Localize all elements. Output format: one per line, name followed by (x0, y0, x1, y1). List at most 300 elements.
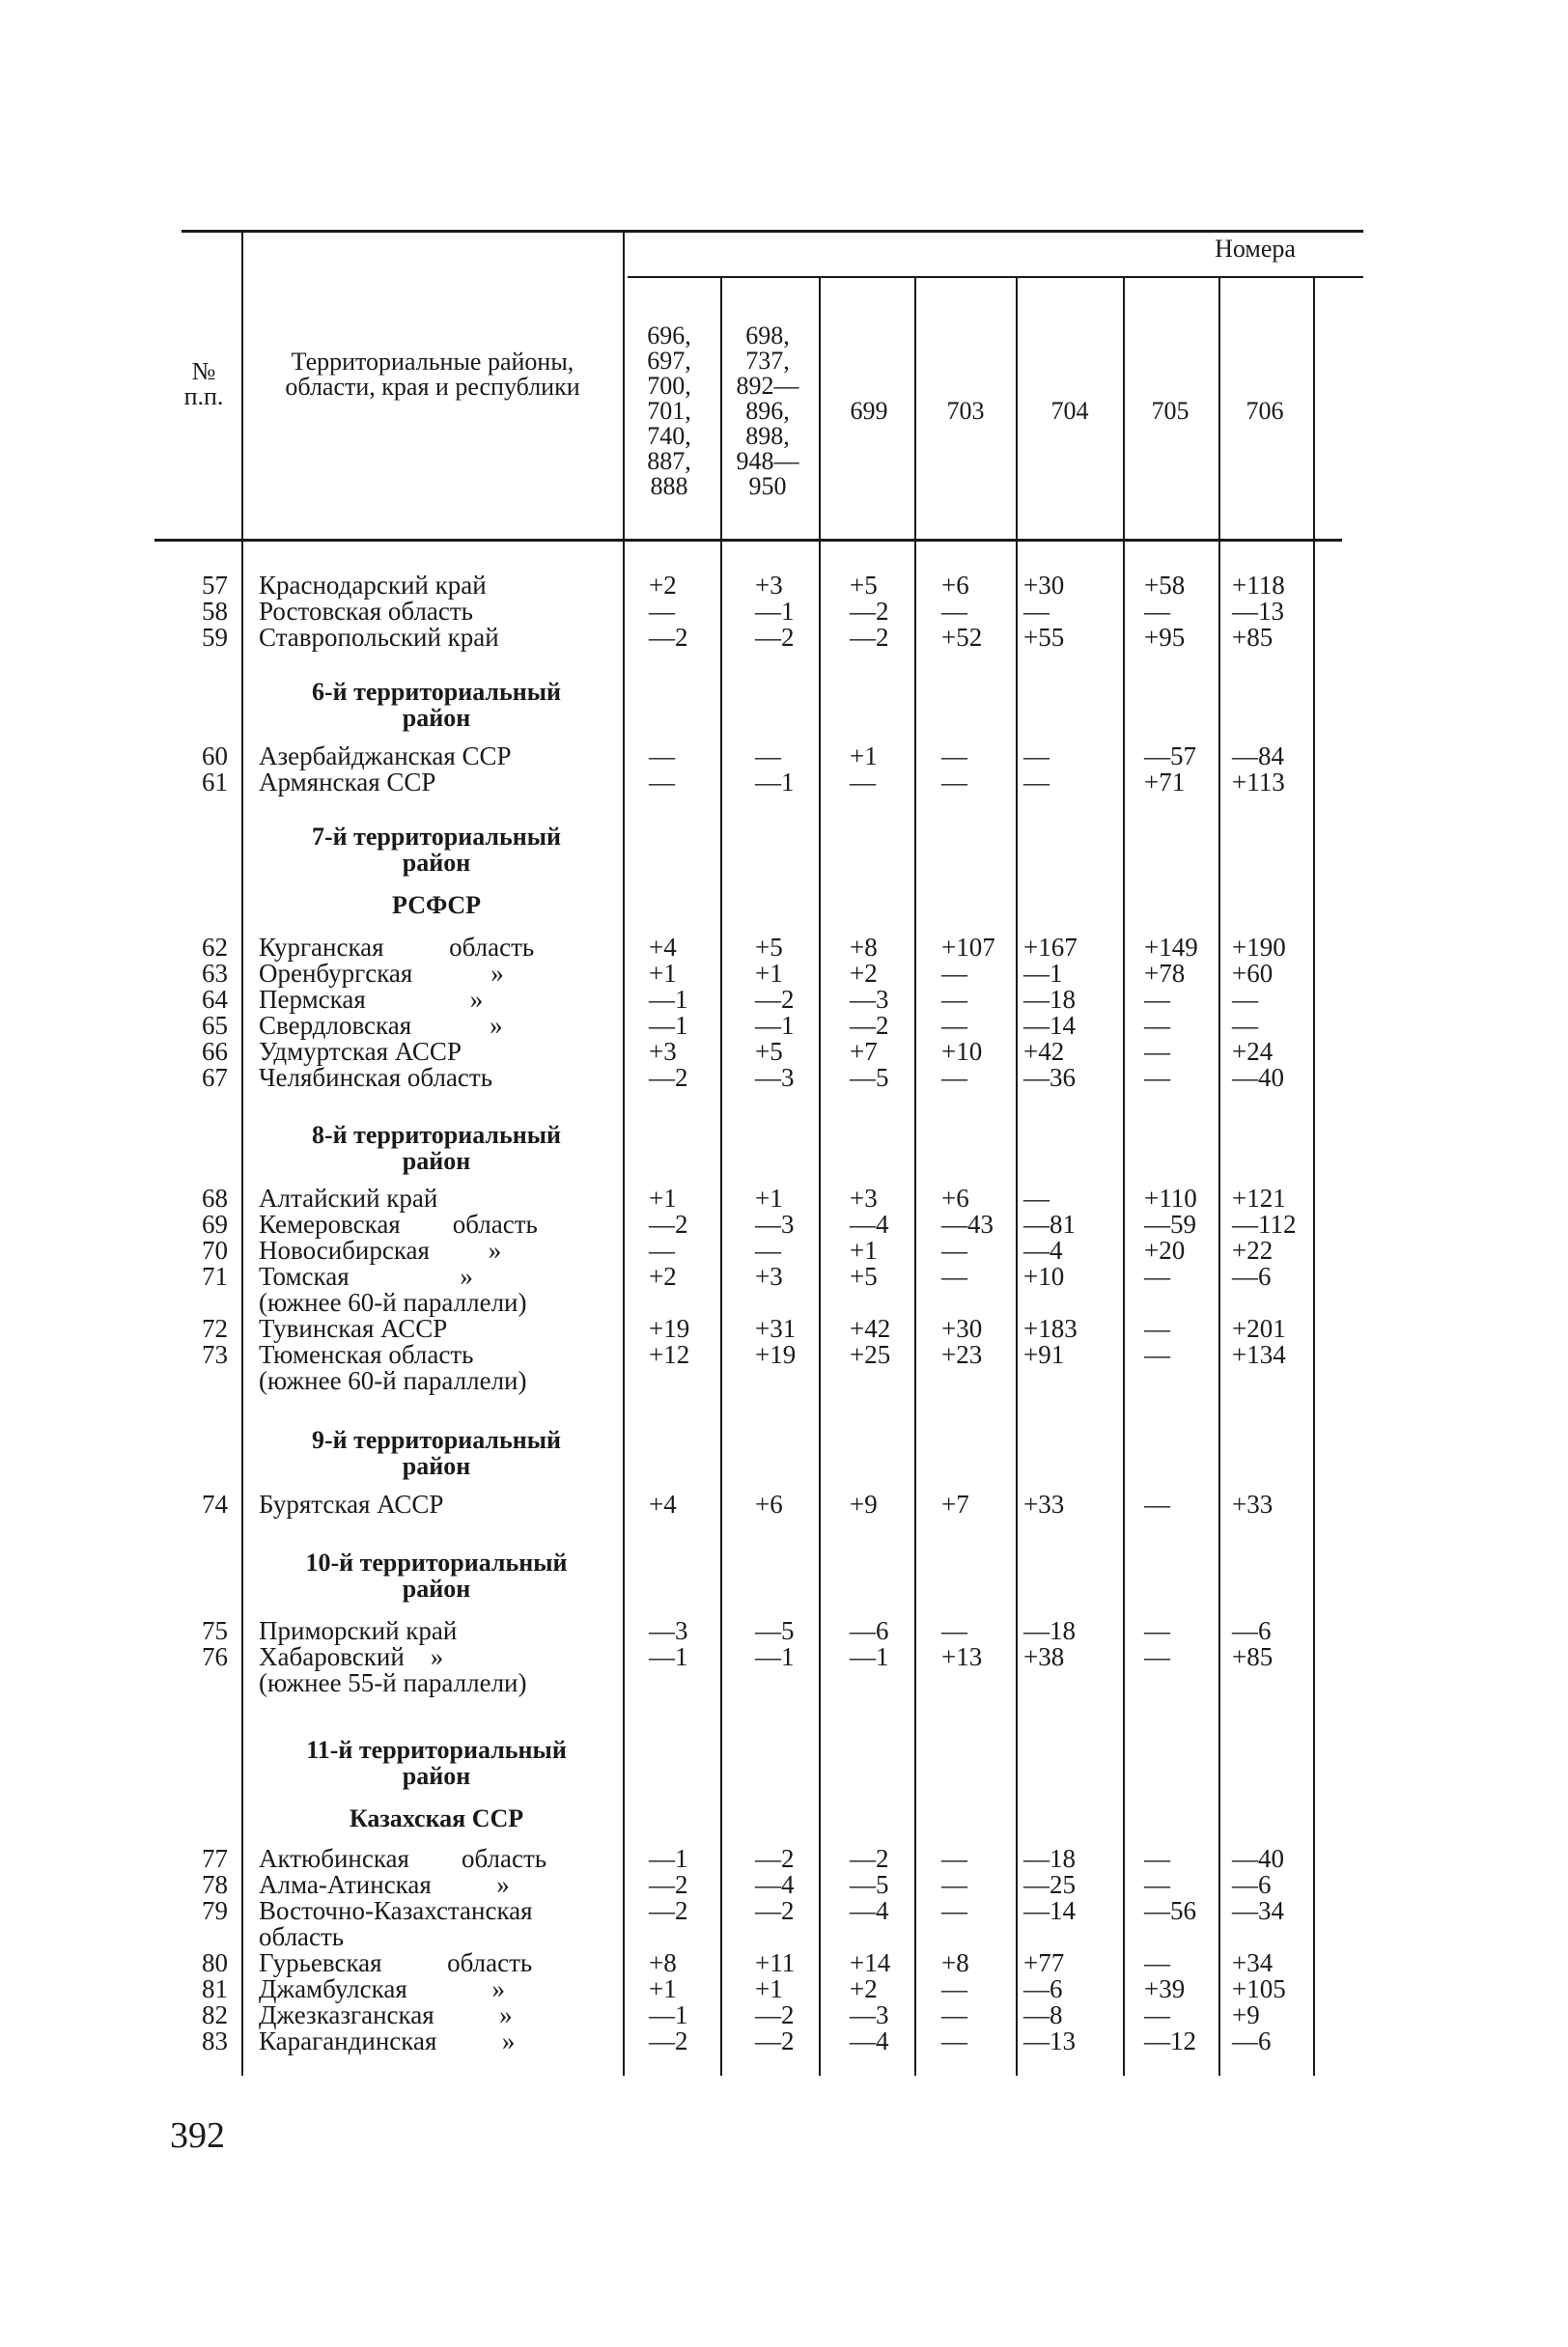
table-cell: —25 (1023, 1870, 1076, 1899)
table-cell: —14 (1023, 1011, 1076, 1040)
column-rule (819, 278, 821, 2076)
table-cell: +39 (1144, 1974, 1186, 2003)
row-number: 75 (202, 1616, 228, 1645)
table-cell: —1 (755, 768, 795, 796)
column-rule (1218, 278, 1220, 2076)
table-cell: —6 (850, 1616, 889, 1645)
table-cell: +107 (941, 933, 995, 962)
table-cell: — (1232, 1011, 1258, 1040)
region-name: Челябинская область (259, 1063, 493, 1092)
table-cell: — (941, 1262, 967, 1291)
table-cell: —2 (649, 2026, 688, 2055)
table-cell: —34 (1232, 1896, 1284, 1925)
row-number: 79 (202, 1896, 228, 1925)
top-rule (182, 230, 1363, 233)
table-cell: +8 (941, 1948, 969, 1977)
table-cell: —12 (1144, 2026, 1196, 2055)
table-cell: +167 (1023, 933, 1078, 962)
row-number: 80 (202, 1948, 228, 1977)
table-cell: —40 (1232, 1844, 1284, 1873)
table-cell: — (941, 597, 967, 626)
table-cell: — (1144, 1063, 1170, 1092)
table-cell: —1 (649, 985, 688, 1014)
table-cell: +19 (649, 1314, 690, 1343)
table-cell: +110 (1144, 1184, 1197, 1213)
table-cell: —3 (850, 2000, 889, 2029)
table-cell: —2 (850, 623, 889, 652)
row-number-header: № п.п. (183, 357, 224, 410)
table-cell: +7 (941, 1490, 969, 1519)
table-row (0, 1976, 1568, 2002)
table-row (0, 1065, 1568, 1091)
page-number: 392 (170, 2115, 225, 2156)
table-cell: +201 (1232, 1314, 1286, 1343)
table-cell: — (941, 959, 967, 988)
table-row (0, 1898, 1568, 1924)
numbers-subheader-rule (628, 276, 1363, 278)
row-number: 77 (202, 1844, 228, 1873)
table-cell: —57 (1144, 741, 1196, 770)
table-cell: —2 (755, 2000, 795, 2029)
region-name: Курганская область (259, 933, 535, 962)
table-cell: — (1144, 1490, 1170, 1519)
region-name: Джезказганская » (259, 2000, 513, 2029)
table-cell: —3 (755, 1063, 795, 1092)
table-cell: +25 (850, 1340, 891, 1369)
row-number: 66 (202, 1037, 228, 1066)
table-row (0, 1039, 1568, 1065)
region-name: Кемеровская область (259, 1210, 538, 1239)
table-cell: —6 (1232, 1616, 1272, 1645)
table-cell: +190 (1232, 933, 1286, 962)
region-name: Тюменская область (259, 1340, 474, 1369)
column-header: 699 (850, 397, 888, 425)
section-heading: 8-й территориальный район (311, 1121, 562, 1175)
table-cell: —4 (755, 1870, 795, 1899)
table-cell: +6 (941, 1184, 969, 1213)
table-cell: — (755, 741, 781, 770)
table-cell: +113 (1232, 768, 1285, 796)
table-cell: +105 (1232, 1974, 1286, 2003)
table-row (0, 1872, 1568, 1898)
table-cell: — (1023, 1184, 1050, 1213)
row-number: 74 (202, 1490, 228, 1519)
region-name: Хабаровский » (259, 1642, 444, 1671)
column-header: 705 (1151, 397, 1190, 425)
table-cell: —14 (1023, 1896, 1076, 1925)
region-name: (южнее 60-й параллели) (259, 1366, 527, 1395)
region-name: Томская » (259, 1262, 473, 1291)
table-cell: +1 (755, 1184, 783, 1213)
table-cell: +3 (755, 1262, 783, 1291)
row-number: 70 (202, 1236, 228, 1265)
table-cell: +14 (850, 1948, 891, 1977)
table-cell: +9 (850, 1490, 878, 1519)
table-cell: —36 (1023, 1063, 1076, 1092)
table-cell: —40 (1232, 1063, 1284, 1092)
region-name: Приморский край (259, 1616, 458, 1645)
table-cell: — (1144, 1011, 1170, 1040)
table-row (0, 1342, 1568, 1368)
table-row (0, 1644, 1568, 1670)
table-cell: —6 (1232, 1870, 1272, 1899)
table-cell: —2 (755, 1844, 795, 1873)
table-cell: — (941, 1870, 967, 1899)
table-cell: +10 (1023, 1262, 1065, 1291)
table-cell: +22 (1232, 1236, 1274, 1265)
table-cell: — (755, 1236, 781, 1265)
table-cell: +8 (850, 933, 878, 962)
table-row (0, 1212, 1568, 1238)
row-number: 73 (202, 1340, 228, 1369)
table-row (0, 961, 1568, 987)
table-row (0, 1368, 1568, 1394)
table-row (0, 1670, 1568, 1696)
table-cell: —3 (850, 985, 889, 1014)
table-cell: +20 (1144, 1236, 1186, 1265)
table-cell: +30 (1023, 571, 1065, 600)
table-cell: — (941, 2026, 967, 2055)
table-cell: +1 (649, 1974, 677, 2003)
table-cell: +10 (941, 1037, 983, 1066)
column-rule (914, 278, 916, 2076)
column-header: 696, 697, 700, 701, 740, 887, 888 (647, 321, 691, 500)
table-cell: — (941, 1844, 967, 1873)
row-number: 81 (202, 1974, 228, 2003)
table-cell: +77 (1023, 1948, 1065, 1977)
table-cell: +3 (755, 571, 783, 600)
table-row (0, 625, 1568, 651)
region-name: Алтайский край (259, 1184, 438, 1213)
table-cell: —2 (850, 597, 889, 626)
table-cell: +2 (649, 571, 677, 600)
table-cell: +52 (941, 623, 983, 652)
table-cell: +7 (850, 1037, 878, 1066)
table-row (0, 573, 1568, 599)
section-heading: Казахская ССР (349, 1804, 524, 1832)
column-header: 706 (1246, 397, 1284, 425)
table-cell: +1 (755, 959, 783, 988)
region-name: Оренбургская » (259, 959, 504, 988)
table-cell: —6 (1232, 1262, 1272, 1291)
table-cell: —6 (1023, 1974, 1063, 2003)
table-cell: +58 (1144, 571, 1186, 600)
table-cell: — (1144, 1616, 1170, 1645)
table-cell: +6 (755, 1490, 783, 1519)
table-cell: +134 (1232, 1340, 1286, 1369)
table-cell: — (1144, 985, 1170, 1014)
table-cell: — (1144, 1314, 1170, 1343)
region-name: (южнее 60-й параллели) (259, 1288, 527, 1317)
column-rule (1313, 278, 1315, 2076)
table-cell: —5 (850, 1063, 889, 1092)
table-cell: +5 (850, 571, 878, 600)
region-name: Бурятская АССР (259, 1490, 444, 1519)
table-cell: +1 (649, 1184, 677, 1213)
table-row (0, 743, 1568, 769)
region-name: Джамбулская » (259, 1974, 505, 2003)
table-cell: —2 (755, 2026, 795, 2055)
table-cell: —2 (649, 1063, 688, 1092)
table-row (0, 769, 1568, 796)
table-row (0, 987, 1568, 1013)
table-cell: —3 (649, 1616, 688, 1645)
table-cell: —3 (755, 1210, 795, 1239)
table-cell: +2 (649, 1262, 677, 1291)
table-cell: —1 (755, 597, 795, 626)
table-cell: —1 (649, 1642, 688, 1671)
table-cell: +2 (850, 1974, 878, 2003)
region-name: Свердловская » (259, 1011, 503, 1040)
column-rule (720, 278, 722, 2076)
row-number: 68 (202, 1184, 228, 1213)
table-cell: +4 (649, 1490, 677, 1519)
table-row (0, 1950, 1568, 1976)
row-number: 67 (202, 1063, 228, 1092)
row-number: 62 (202, 933, 228, 962)
table-cell: — (649, 741, 675, 770)
row-number: 64 (202, 985, 228, 1014)
table-cell: — (1023, 768, 1050, 796)
table-cell: +60 (1232, 959, 1274, 988)
table-cell: —81 (1023, 1210, 1076, 1239)
table-cell: —1 (649, 1844, 688, 1873)
table-cell: —8 (1023, 2000, 1063, 2029)
table-row (0, 935, 1568, 961)
table-cell: +24 (1232, 1037, 1274, 1066)
table-row (0, 1013, 1568, 1039)
table-cell: +71 (1144, 768, 1186, 796)
table-cell: —1 (755, 1642, 795, 1671)
table-cell: — (649, 768, 675, 796)
table-cell: — (941, 2000, 967, 2029)
table-cell: —112 (1232, 1210, 1297, 1239)
table-cell: +1 (649, 959, 677, 988)
table-row (0, 1316, 1568, 1342)
table-cell: —2 (649, 1896, 688, 1925)
table-cell: +42 (1023, 1037, 1065, 1066)
table-cell: — (941, 1974, 967, 2003)
table-cell: —13 (1023, 2026, 1076, 2055)
region-name: Карагандинская » (259, 2026, 516, 2055)
table-cell: —1 (649, 1011, 688, 1040)
table-cell: — (1023, 741, 1050, 770)
table-cell: —2 (755, 1896, 795, 1925)
table-cell: +78 (1144, 959, 1186, 988)
region-name: Краснодарский край (259, 571, 487, 600)
region-name: Новосибирская » (259, 1236, 502, 1265)
table-row (0, 1492, 1568, 1518)
table-cell: — (850, 768, 876, 796)
table-cell: +42 (850, 1314, 891, 1343)
table-cell: +5 (755, 1037, 783, 1066)
table-cell: — (1144, 1870, 1170, 1899)
table-cell: +5 (755, 933, 783, 962)
table-cell: —4 (1023, 1236, 1063, 1265)
table-cell: +55 (1023, 623, 1065, 652)
table-cell: — (1023, 597, 1050, 626)
table-cell: —2 (850, 1844, 889, 1873)
region-name: Актюбинская область (259, 1844, 547, 1873)
table-cell: — (1144, 1262, 1170, 1291)
table-cell: —4 (850, 1210, 889, 1239)
row-number: 82 (202, 2000, 228, 2029)
table-cell: — (941, 1236, 967, 1265)
table-cell: +19 (755, 1340, 797, 1369)
column-rule (1123, 278, 1125, 2076)
region-name: Алма-Атинская » (259, 1870, 510, 1899)
table-cell: +30 (941, 1314, 983, 1343)
row-number: 57 (202, 571, 228, 600)
table-cell: +183 (1023, 1314, 1078, 1343)
table-cell: +31 (755, 1314, 797, 1343)
section-heading: 7-й территориальный район (311, 823, 562, 877)
table-cell: +1 (850, 1236, 878, 1265)
table-cell: +3 (850, 1184, 878, 1213)
table-cell: +121 (1232, 1184, 1286, 1213)
table-cell: — (1144, 1948, 1170, 1977)
table-row (0, 1924, 1568, 1950)
table-cell: —84 (1232, 741, 1284, 770)
table-cell: —18 (1023, 1844, 1076, 1873)
section-heading: 9-й территориальный район (311, 1426, 562, 1480)
numbers-header: Номера (1215, 235, 1296, 263)
table-cell: —13 (1232, 597, 1284, 626)
table-cell: — (1144, 2000, 1170, 2029)
section-heading: 6-й территориальный район (311, 678, 562, 732)
table-cell: — (941, 1896, 967, 1925)
table-row (0, 1618, 1568, 1644)
column-header: 704 (1050, 397, 1089, 425)
region-name: Ростовская область (259, 597, 473, 626)
row-number: 61 (202, 768, 228, 796)
table-cell: +4 (649, 933, 677, 962)
row-number: 83 (202, 2026, 228, 2055)
table-cell: +1 (850, 741, 878, 770)
table-cell: +1 (755, 1974, 783, 2003)
column-rule (623, 232, 625, 2076)
table-cell: +33 (1023, 1490, 1065, 1519)
table-cell: —5 (755, 1616, 795, 1645)
table-cell: —1 (850, 1642, 889, 1671)
table-cell: —5 (850, 1870, 889, 1899)
table-cell: —59 (1144, 1210, 1196, 1239)
region-name: область (259, 1922, 345, 1951)
column-header: 703 (946, 397, 985, 425)
table-cell: —18 (1023, 985, 1076, 1014)
table-row (0, 599, 1568, 625)
table-cell: +11 (755, 1948, 796, 1977)
table-cell: +149 (1144, 933, 1198, 962)
row-number: 72 (202, 1314, 228, 1343)
table-cell: — (1144, 1642, 1170, 1671)
column-header: 698, 737, 892— 896, 898, 948— 950 (736, 321, 799, 500)
section-heading: 11-й территориальный район (306, 1736, 567, 1790)
table-row (0, 1186, 1568, 1212)
table-cell: +85 (1232, 623, 1274, 652)
column-rule (1016, 278, 1018, 2076)
table-row (0, 2028, 1568, 2054)
table-row (0, 2002, 1568, 2028)
row-number: 63 (202, 959, 228, 988)
table-cell: — (1232, 985, 1258, 1014)
row-number: 60 (202, 741, 228, 770)
table-cell: —4 (850, 1896, 889, 1925)
section-heading: РСФСР (392, 891, 481, 919)
table-cell: — (941, 1011, 967, 1040)
table-cell: +23 (941, 1340, 983, 1369)
region-name: Тувинская АССР (259, 1314, 448, 1343)
region-header: Территориальные районы, области, края и республики (285, 348, 580, 401)
table-row (0, 1264, 1568, 1290)
table-row (0, 1846, 1568, 1872)
table-cell: +95 (1144, 623, 1186, 652)
table-cell: —1 (755, 1011, 795, 1040)
table-cell: —2 (755, 985, 795, 1014)
region-name: Армянская ССР (259, 768, 436, 796)
region-name: Восточно-Казахстанская (259, 1896, 533, 1925)
row-number: 76 (202, 1642, 228, 1671)
table-cell: — (941, 985, 967, 1014)
table-cell: —2 (755, 623, 795, 652)
table-cell: —1 (1023, 959, 1063, 988)
table-cell: —1 (649, 2000, 688, 2029)
table-cell: —43 (941, 1210, 994, 1239)
table-cell: +38 (1023, 1642, 1065, 1671)
table-cell: +85 (1232, 1642, 1274, 1671)
table-cell: — (1144, 1037, 1170, 1066)
table-cell: +13 (941, 1642, 983, 1671)
region-name: Пермская » (259, 985, 484, 1014)
table-cell: — (649, 1236, 675, 1265)
table-cell: — (1144, 597, 1170, 626)
table-cell: —2 (649, 623, 688, 652)
table-cell: +34 (1232, 1948, 1274, 1977)
table-cell: —18 (1023, 1616, 1076, 1645)
table-cell: +3 (649, 1037, 677, 1066)
table-cell: —2 (649, 1870, 688, 1899)
header-bottom-rule (154, 539, 1342, 542)
row-number: 78 (202, 1870, 228, 1899)
region-name: Азербайджанская ССР (259, 741, 512, 770)
table-cell: — (941, 768, 967, 796)
table-row (0, 1290, 1568, 1316)
table-cell: — (941, 1616, 967, 1645)
table-cell: +118 (1232, 571, 1285, 600)
table-cell: — (649, 597, 675, 626)
row-number: 58 (202, 597, 228, 626)
table-cell: +6 (941, 571, 969, 600)
row-number: 59 (202, 623, 228, 652)
table-cell: — (941, 741, 967, 770)
row-number: 65 (202, 1011, 228, 1040)
column-rule (241, 232, 243, 2076)
table-cell: —2 (850, 1011, 889, 1040)
table-row (0, 1238, 1568, 1264)
table-cell: — (941, 1063, 967, 1092)
region-name: Удмуртская АССР (259, 1037, 462, 1066)
table-cell: +91 (1023, 1340, 1065, 1369)
table-cell: —4 (850, 2026, 889, 2055)
table-cell: +8 (649, 1948, 677, 1977)
row-number: 69 (202, 1210, 228, 1239)
table-cell: +12 (649, 1340, 690, 1369)
table-cell: — (1144, 1844, 1170, 1873)
table-cell: —6 (1232, 2026, 1272, 2055)
table-cell: +5 (850, 1262, 878, 1291)
table-cell: —56 (1144, 1896, 1196, 1925)
table-cell: —2 (649, 1210, 688, 1239)
